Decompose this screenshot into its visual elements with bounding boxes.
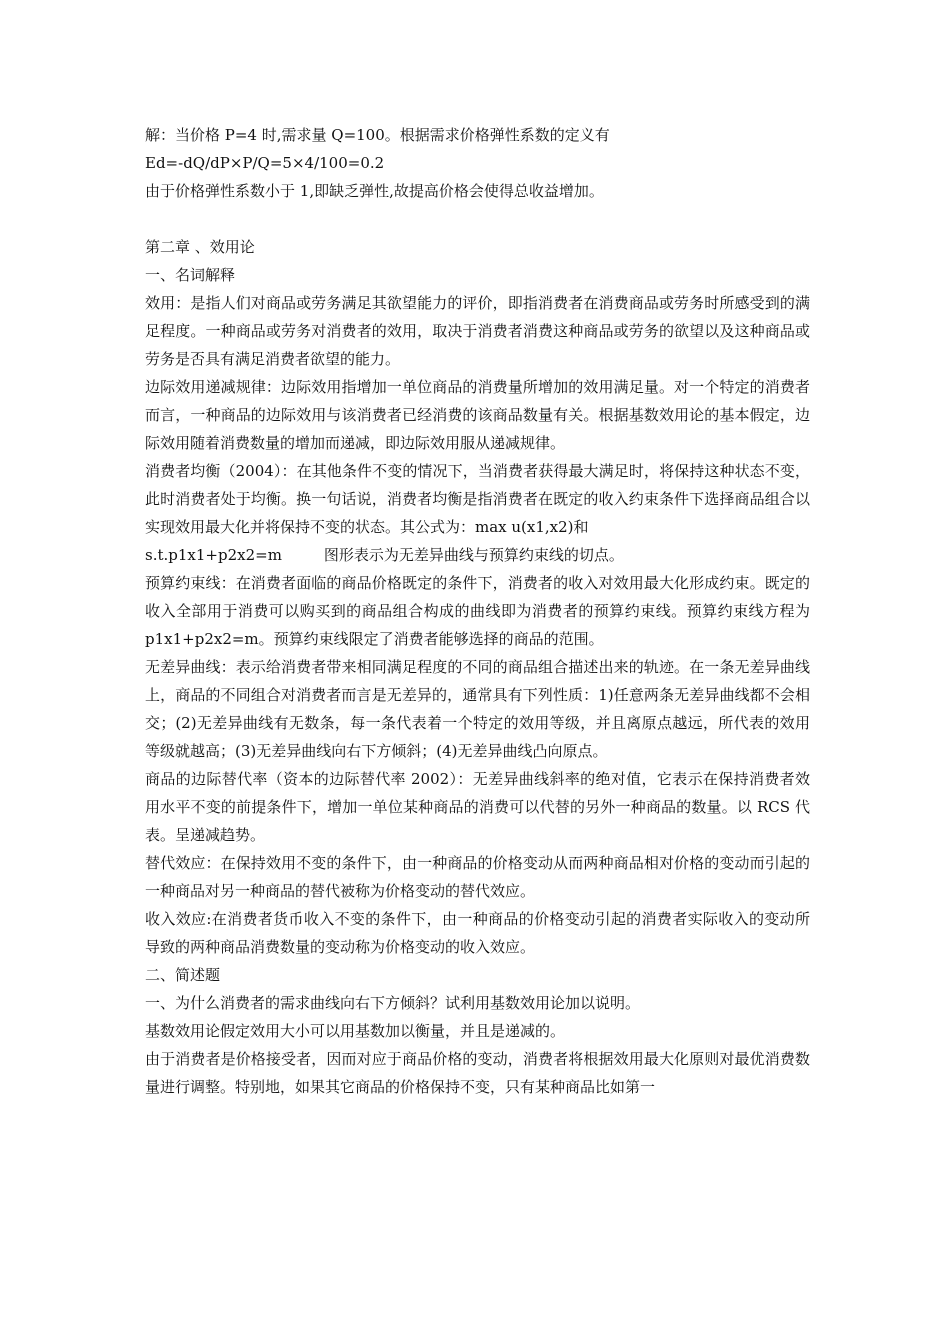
tangency-note: 图形表示为无差异曲线与预算约束线的切点。 (323, 546, 624, 564)
definition-utility: 效用：是指人们对商品或劳务满足其欲望能力的评价，即指消费者在消费商品或劳务时所感受到的满足程度。一种商品或劳务对消费者的效用，取决于消费者消费这种商品或劳务的欲望以及这种商品或劳务是否具有满足消费者欲望的能力。 (145, 294, 810, 368)
definition-consumer-equilibrium: 消费者均衡（2004）：在其他条件不变的情况下，当消费者获得最大满足时，将保持这种状态不变，此时消费者处于均衡。换一句话说，消费者均衡是指消费者在既定的收入约束条件下选择商品组合以实现效用最大化并将保持不变的状态。其公式为：max u(x1,x2)和 (145, 462, 810, 536)
definition-indifference-curve: 无差异曲线：表示给消费者带来相同满足程度的不同的商品组合描述出来的轨迹。在一条无差异曲线上，商品的不同组合对消费者而言是无差异的，通常具有下列性质：1)任意两条无差异曲线都不会相交；(2)无差异曲线有无数条，每一条代表着一个特定的效用等级，并且离原点越远，所代表的效用等级就越高；(3)无差异曲线向右下方倾斜；(4)无差异曲线凸向原点。 (145, 658, 810, 760)
spacer (145, 205, 810, 233)
definition-substitution-effect: 替代效应：在保持效用不变的条件下，由一种商品的价格变动从而两种商品相对价格的变动而引起的一种商品对另一种商品的替代被称为价格变动的替代效应。 (145, 854, 810, 900)
definition-consumer-equilibrium-formula-line (145, 541, 810, 569)
elasticity-formula: Ed=-dQ/dP×P/Q=5×4/100=0.2 (145, 154, 385, 172)
definition-budget-line: 预算约束线：在消费者面临的商品价格既定的条件下，消费者的收入对效用最大化形成约束。既定的收入全部用于消费可以购买到的商品组合构成的曲线即为消费者的预算约束线。预算约束线方程为 p1x1+p2x2=m。预算约束线限定了消费者能够选择的商品的范围。 (145, 574, 810, 648)
answer-1-line-2: 由于消费者是价格接受者，因而对应于商品价格的变动，消费者将根据效用最大化原则对最优消费数量进行调整。特别地，如果其它商品的价格保持不变，只有某种商品比如第一 (145, 1050, 810, 1096)
definition-diminishing-marginal-utility: 边际效用递减规律：边际效用指增加一单位商品的消费量所增加的效用满足量。对一个特定的消费者而言，一种商品的边际效用与该消费者已经消费的该商品数量有关。根据基数效用论的基本假定，边际效用随着消费数量的增加而递减，即边际效用服从递减规律。 (145, 378, 810, 452)
chapter-title: 第二章 、效用论 (145, 238, 255, 256)
question-1: 一、为什么消费者的需求曲线向右下方倾斜？试利用基数效用论加以说明。 (145, 994, 641, 1012)
solution-line: 解：当价格 P=4 时,需求量 Q=100。根据需求价格弹性系数的定义有 (145, 126, 610, 144)
answer-1-line-1: 基数效用论假定效用大小可以用基数加以衡量，并且是递减的。 (145, 1022, 566, 1040)
definition-income-effect: 收入效应:在消费者货币收入不变的条件下，由一种商品的价格变动引起的消费者实际收入的变动所导致的两种商品消费数量的变动称为价格变动的收入效应。 (145, 910, 810, 956)
section-heading-terms: 一、名词解释 (145, 266, 236, 284)
solution-conclusion: 由于价格弹性系数小于 1,即缺乏弹性,故提高价格会使得总收益增加。 (145, 182, 604, 200)
document-page (145, 121, 810, 1101)
definition-marginal-rate-of-substitution: 商品的边际替代率（资本的边际替代率 2002）：无差异曲线斜率的绝对值，它表示在保持消费者效用水平不变的前提条件下，增加一单位某种商品的消费可以代替的另外一种商品的数量。以 RCS 代表。呈递减趋势。 (145, 770, 810, 844)
section-heading-short-answers: 二、简述题 (145, 966, 221, 984)
constraint-formula: s.t.p1x1+p2x2=m (145, 546, 282, 564)
